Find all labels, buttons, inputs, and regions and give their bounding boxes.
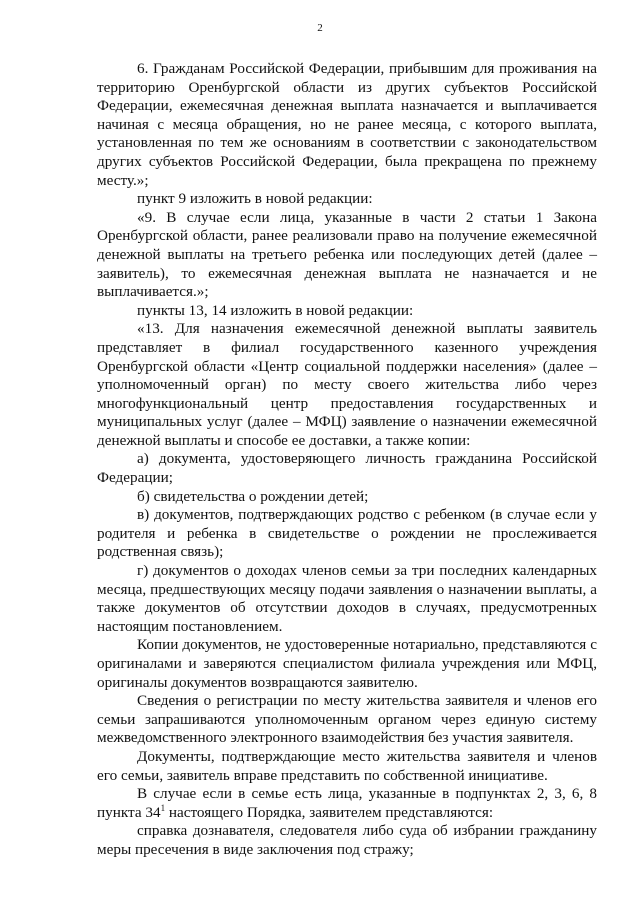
- paragraph: Сведения о регистрации по месту жительства заявителя и членов его семьи запрашиваются уполномоченным органом через единую систему межведомственного электронного взаимодействия без участия заявителя.: [97, 692, 597, 747]
- paragraph: «9. В случае если лица, указанные в части 2 статьи 1 Закона Оренбургской области, ранее реализовали право на получение ежемесячной денежной выплаты на третьего ребенка или последующих детей (далее – заявитель), то ежемесячная денежная выплата не назначается и не выплачивается.»;: [97, 208, 597, 301]
- list-item: а) документа, удостоверяющего личность гражданина Российской Федерации;: [97, 450, 597, 487]
- paragraph: Копии документов, не удостоверенные нотариально, представляются с оригиналами и заверяются специалистом филиала учреждения или МФЦ, оригиналы документов возвращаются заявителю.: [97, 636, 597, 691]
- paragraph: Документы, подтверждающие место жительства заявителя и членов его семьи, заявитель вправе представить по собственной инициативе.: [97, 747, 597, 784]
- paragraph: 6. Гражданам Российской Федерации, прибывшим для проживания на территорию Оренбургской области из других субъектов Российской Федерации, ежемесячная денежная выплата назначается и выплачивается начиная с месяца обращения, но не ранее месяца, с которого выплата, установленная по тем же основаниям в соответствии с законодательством других субъектов Российской Федерации, была прекращена по прежнему месту.»;: [97, 60, 597, 189]
- document-body: [97, 60, 597, 860]
- page-number: 2: [317, 22, 323, 34]
- paragraph-text: настоящего Порядка, заявителем представляются:: [165, 803, 494, 821]
- superscript: 1: [160, 802, 166, 813]
- paragraph: [97, 785, 597, 822]
- list-item: б) свидетельства о рождении детей;: [137, 487, 369, 505]
- list-item: в) документов, подтверждающих родство с ребенком (в случае если у родителя и ребенка в свидетельстве о рождении не прослеживается родственная связь);: [97, 506, 597, 561]
- list-item: г) документов о доходах членов семьи за три последних календарных месяца, предшествующих месяцу подачи заявления о назначении выплаты, а также документов об отсутствии доходов в случаях, предусмотренных настоящим постановлением.: [97, 562, 597, 635]
- paragraph-text: В случае если в семье есть лица, указанные в подпунктах 2, 3, 6, 8 пункта 34: [97, 785, 597, 821]
- paragraph: справка дознавателя, следователя либо суда об избрании гражданину меры пресечения в виде заключения под стражу;: [97, 822, 597, 858]
- paragraph: «13. Для назначения ежемесячной денежной выплаты заявитель представляет в филиал государственного казенного учреждения Оренбургской области «Центр социальной поддержки населения» (далее – уполномоченный орган) по месту своего жительства либо через многофункциональный центр предоставления государственных и муниципальных услуг (далее – МФЦ) заявление о назначении ежемесячной денежной выплаты и способе ее доставки, а также копии:: [97, 320, 597, 449]
- paragraph: пункты 13, 14 изложить в новой редакции:: [137, 301, 414, 319]
- paragraph: пункт 9 изложить в новой редакции:: [137, 190, 373, 208]
